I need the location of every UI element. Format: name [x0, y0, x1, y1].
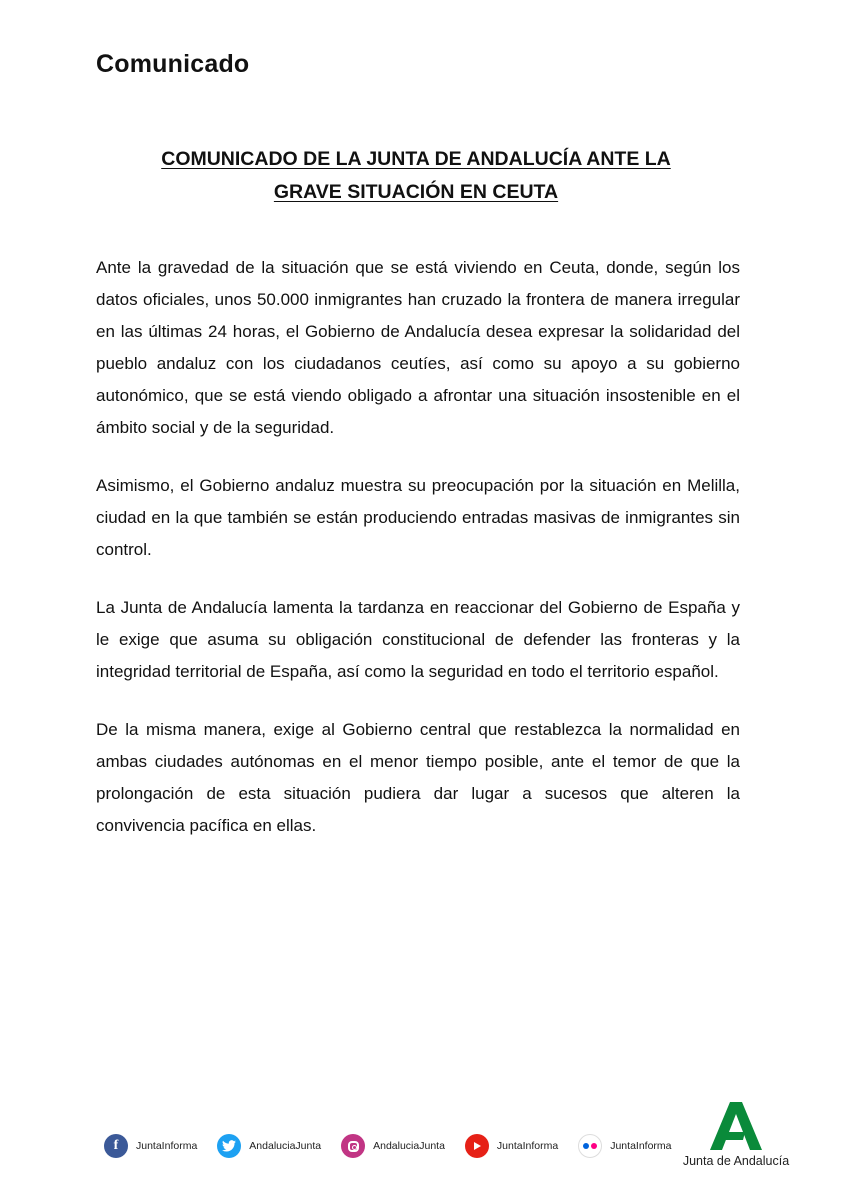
- body-text: [96, 252, 740, 868]
- instagram-icon: [341, 1134, 365, 1158]
- twitter-icon: [217, 1134, 241, 1158]
- flickr-icon: [578, 1134, 602, 1158]
- youtube-icon: [465, 1134, 489, 1158]
- junta-logo: [676, 1102, 796, 1168]
- social-handle: JuntaInforma: [610, 1140, 672, 1152]
- junta-logo-icon: [710, 1102, 762, 1150]
- social-handle: JuntaInforma: [136, 1140, 198, 1152]
- social-flickr[interactable]: [578, 1134, 671, 1158]
- social-handle: JuntaInforma: [496, 1140, 559, 1152]
- logo-text: Junta de Andalucía: [682, 1154, 790, 1168]
- paragraph: La Junta de Andalucía lamenta la tardanza en reaccionar del Gobierno de España y le exige que asuma su obligación constitucional de defender las fronteras y la integridad territorial de España, así como la seguridad en todo el territorio español.: [96, 598, 740, 681]
- social-footer: [104, 1133, 692, 1159]
- social-handle: AndaluciaJunta: [249, 1140, 322, 1152]
- headline-line-1: COMUNICADO DE LA JUNTA DE ANDALUCÍA ANTE LA: [161, 148, 671, 170]
- headline-line-2: GRAVE SITUACIÓN EN CEUTA: [273, 181, 559, 203]
- facebook-icon: f: [104, 1134, 128, 1158]
- social-twitter[interactable]: [217, 1134, 321, 1158]
- paragraph: De la misma manera, exige al Gobierno central que restablezca la normalidad en ambas ciudades autónomas en el menor tiempo posible, ante el temor de que la prolongación de esta situación pudiera dar lugar a sucesos que alteren la convivencia pacífica en ellas.: [96, 720, 740, 835]
- document-label: Comunicado: [96, 50, 250, 78]
- social-youtube[interactable]: [465, 1134, 558, 1158]
- social-handle: AndaluciaJunta: [373, 1140, 445, 1152]
- paragraph: Ante la gravedad de la situación que se está viviendo en Ceuta, donde, según los datos oficiales, unos 50.000 inmigrantes han cruzado la frontera de manera irregular en las últimas 24 horas, el Gobierno de Andalucía desea expresar la solidaridad del pueblo andaluz con los ciudadanos ceutíes, así como su apoyo a su gobierno autonómico, que se está viendo obligado a afrontar una situación insostenible en el ámbito social y de la seguridad.: [96, 258, 740, 437]
- social-instagram[interactable]: [341, 1134, 445, 1158]
- headline: [96, 143, 736, 209]
- social-facebook[interactable]: [104, 1134, 197, 1158]
- paragraph: Asimismo, el Gobierno andaluz muestra su preocupación por la situación en Melilla, ciudad en la que también se están produciendo entradas masivas de inmigrantes sin control.: [96, 476, 740, 559]
